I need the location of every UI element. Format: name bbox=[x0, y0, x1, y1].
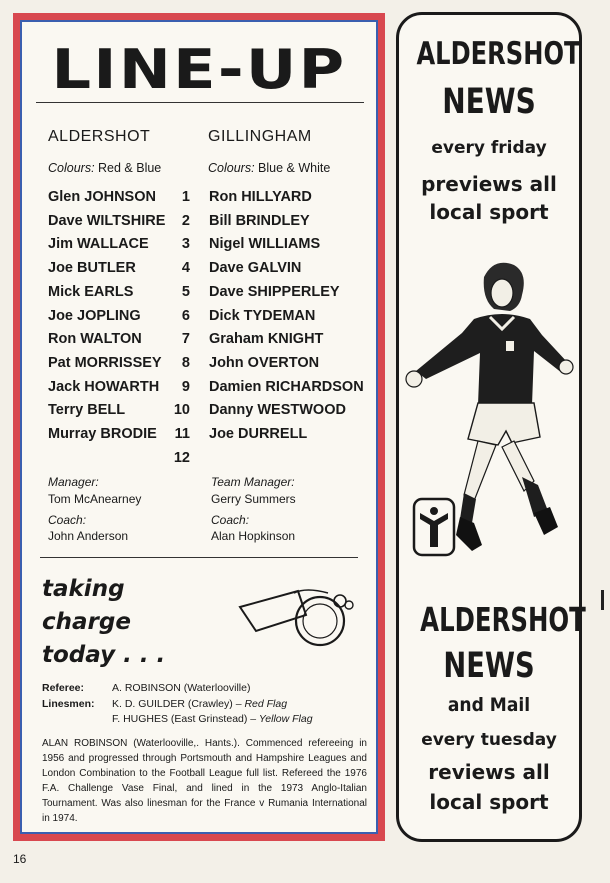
home-manager: Tom McAnearney bbox=[48, 492, 142, 506]
away-player: Graham KNIGHT bbox=[209, 331, 324, 348]
away-player: Bill BRINDLEY bbox=[209, 212, 310, 229]
advert-top-tag-2: local sport bbox=[429, 200, 549, 224]
advert-bottom-name-2: NEWS bbox=[443, 646, 535, 686]
home-manager-label: Manager: bbox=[48, 475, 99, 489]
linesman-1-flag: – Red Flag bbox=[235, 698, 288, 710]
home-player: Glen JOHNSON bbox=[48, 189, 156, 205]
referee-biography: ALAN ROBINSON (Waterlooville,. Hants.). Commenced refereeing in 1956 and progressed through Portsmouth and Hampshire Leagues and London Combination to the Football League full list. Refereed the 1976 F.A. Challenge Vase Final, and lined in the 1973 Anglo-Italian Tournament. Was also linesman for the France v Rumania International in 1974. bbox=[42, 738, 367, 824]
page-title: LINE-UP bbox=[51, 38, 347, 101]
heading-line-2: charge bbox=[42, 609, 131, 635]
shirt-number: 8 bbox=[181, 354, 190, 371]
away-coach: Alan Hopkinson bbox=[211, 529, 296, 543]
away-colours-value: Blue & White bbox=[258, 161, 331, 175]
home-player: Jim WALLACE bbox=[48, 236, 149, 253]
away-manager-label: Team Manager: bbox=[211, 475, 295, 489]
shirt-number: 7 bbox=[181, 331, 190, 348]
away-player: Joe DURRELL bbox=[209, 426, 308, 442]
away-player: Dave GALVIN bbox=[209, 260, 302, 277]
away-player: Ron HILLYARD bbox=[209, 189, 312, 205]
home-player: Murray BRODIE bbox=[48, 426, 157, 442]
page-edge-mark bbox=[601, 590, 604, 610]
advert-top-tag-1: previews all bbox=[421, 172, 557, 196]
home-colours bbox=[48, 161, 161, 175]
away-team-name: GILLINGHAM bbox=[208, 128, 312, 145]
linesman-1-name: K. D. GUILDER (Crawley) bbox=[112, 698, 233, 710]
home-player: Terry BELL bbox=[48, 402, 126, 419]
home-player: Mick EARLS bbox=[48, 283, 134, 300]
heading-line-3: today . . . bbox=[42, 642, 166, 668]
away-manager: Gerry Summers bbox=[211, 492, 296, 506]
advert-bottom-name-1: ALDERSHOT bbox=[420, 600, 586, 639]
away-colours bbox=[208, 161, 330, 175]
away-player: Nigel WILLIAMS bbox=[209, 236, 321, 253]
home-player: Jack HOWARTH bbox=[48, 378, 160, 395]
advert-bottom-day: every tuesday bbox=[421, 730, 557, 750]
shirt-number: 10 bbox=[173, 402, 190, 419]
linesman-2-name: F. HUGHES (East Grinstead) bbox=[112, 713, 248, 725]
home-player: Joe BUTLER bbox=[48, 260, 136, 277]
home-player: Pat MORRISSEY bbox=[48, 354, 162, 371]
referee-label: Referee: bbox=[42, 682, 85, 694]
shirt-number: 1 bbox=[181, 189, 190, 205]
away-player: John OVERTON bbox=[209, 354, 320, 371]
advert-top-name-1: ALDERSHOT bbox=[416, 36, 581, 72]
shirt-number: 4 bbox=[181, 260, 190, 277]
home-player: Joe JOPLING bbox=[48, 307, 141, 324]
shirt-number: 12 bbox=[173, 449, 190, 466]
away-coach-label: Coach: bbox=[211, 513, 250, 527]
shirt-number: 2 bbox=[181, 212, 190, 229]
home-player: Dave WILTSHIRE bbox=[48, 212, 166, 229]
away-player: Damien RICHARDSON bbox=[209, 378, 364, 395]
away-player: Danny WESTWOOD bbox=[209, 402, 346, 419]
advert-top-name-2: NEWS bbox=[442, 82, 536, 122]
page-number: 16 bbox=[13, 852, 27, 866]
away-player: Dave SHIPPERLEY bbox=[209, 283, 340, 300]
shirt-number: 9 bbox=[181, 378, 190, 395]
shirt-number: 3 bbox=[181, 236, 190, 253]
advert-bottom-tag-1: reviews all bbox=[428, 760, 550, 784]
linesman-2 bbox=[112, 713, 313, 725]
officials-divider bbox=[40, 557, 358, 558]
home-coach: John Anderson bbox=[48, 529, 129, 543]
linesmen-label: Linesmen: bbox=[42, 698, 95, 710]
advert-top-day: every friday bbox=[431, 138, 547, 158]
away-colours-label: Colours: bbox=[208, 161, 255, 175]
advert-bottom-tag-2: local sport bbox=[429, 790, 549, 814]
advert-bottom-sub: and Mail bbox=[447, 694, 531, 716]
home-colours-label: Colours: bbox=[48, 161, 95, 175]
whistle-icon bbox=[236, 585, 356, 657]
heading-line-1: taking bbox=[42, 576, 125, 602]
club-crest-icon bbox=[412, 497, 456, 557]
shirt-number: 6 bbox=[181, 307, 190, 324]
shirt-number: 11 bbox=[174, 426, 190, 442]
linesman-1 bbox=[112, 698, 287, 710]
title-divider bbox=[36, 102, 364, 103]
officials-heading bbox=[42, 573, 165, 672]
linesman-2-flag: – Yellow Flag bbox=[250, 713, 313, 725]
home-team-name: ALDERSHOT bbox=[48, 128, 151, 145]
referee-name: A. ROBINSON (Waterlooville) bbox=[112, 682, 251, 694]
home-coach-label: Coach: bbox=[48, 513, 87, 527]
shirt-number: 5 bbox=[181, 283, 190, 300]
home-player: Ron WALTON bbox=[48, 331, 142, 348]
away-player: Dick TYDEMAN bbox=[209, 307, 316, 324]
home-colours-value: Red & Blue bbox=[98, 161, 162, 175]
